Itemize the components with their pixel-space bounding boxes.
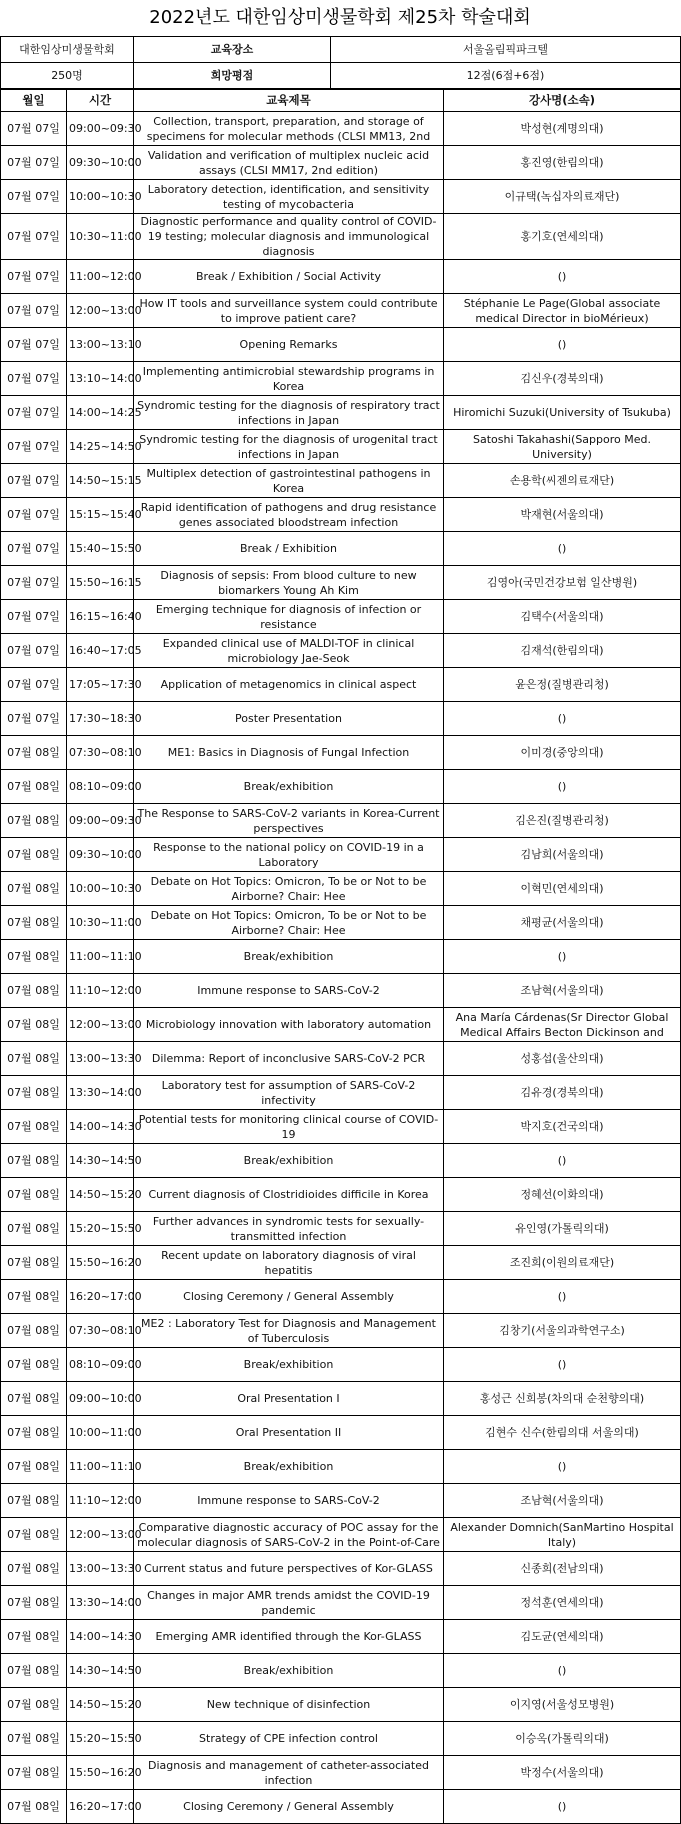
session-date: 07월 08일 <box>1 1382 67 1416</box>
session-speaker: Stéphanie Le Page(Global associate medical Director in bioMérieux) <box>444 294 681 328</box>
session-date: 07월 08일 <box>1 1790 67 1824</box>
session-date: 07월 07일 <box>1 634 67 668</box>
table-row <box>1 1008 681 1042</box>
attendee-count: 250명 <box>1 63 134 89</box>
session-time: 11:00~12:00 <box>67 260 134 294</box>
session-time: 15:20~15:50 <box>67 1722 134 1756</box>
session-time: 12:00~13:00 <box>67 294 134 328</box>
session-time: 13:10~14:00 <box>67 362 134 396</box>
table-row <box>1 1450 681 1484</box>
session-speaker: Ana María Cárdenas(Sr Director Global Medical Affairs Becton Dickinson and <box>444 1008 681 1042</box>
table-row <box>1 1178 681 1212</box>
table-row <box>1 112 681 146</box>
session-speaker: 손용학(씨젠의료재단) <box>444 464 681 498</box>
session-date: 07월 08일 <box>1 1280 67 1314</box>
table-row <box>1 1348 681 1382</box>
session-time: 14:50~15:20 <box>67 1178 134 1212</box>
session-title: Oral Presentation II <box>134 1416 444 1450</box>
table-row <box>1 396 681 430</box>
session-speaker: 정석훈(연세의대) <box>444 1586 681 1620</box>
session-time: 15:50~16:15 <box>67 566 134 600</box>
session-speaker: 채평균(서울의대) <box>444 906 681 940</box>
table-row <box>1 566 681 600</box>
session-speaker: 김영아(국민건강보험 일산병원) <box>444 566 681 600</box>
session-date: 07월 08일 <box>1 1586 67 1620</box>
session-date: 07월 07일 <box>1 566 67 600</box>
session-time: 16:20~17:00 <box>67 1790 134 1824</box>
session-time: 10:00~10:30 <box>67 872 134 906</box>
session-date: 07월 08일 <box>1 1756 67 1790</box>
session-title: Potential tests for monitoring clinical course of COVID-19 <box>134 1110 444 1144</box>
session-title: Diagnostic performance and quality control of COVID-19 testing; molecular diagnosis and immunological diagnosis <box>134 214 444 260</box>
table-row <box>1 180 681 214</box>
session-date: 07월 08일 <box>1 1416 67 1450</box>
table-row <box>1 804 681 838</box>
session-time: 11:00~11:10 <box>67 1450 134 1484</box>
session-date: 07월 07일 <box>1 112 67 146</box>
session-title: Syndromic testing for the diagnosis of respiratory tract infections in Japan <box>134 396 444 430</box>
session-speaker: 정혜선(이화의대) <box>444 1178 681 1212</box>
session-speaker: Hiromichi Suzuki(University of Tsukuba) <box>444 396 681 430</box>
table-row <box>1 1688 681 1722</box>
table-row <box>1 1484 681 1518</box>
session-title: ME2 : Laboratory Test for Diagnosis and Management of Tuberculosis <box>134 1314 444 1348</box>
session-speaker: 이규택(녹십자의료재단) <box>444 180 681 214</box>
table-row <box>1 906 681 940</box>
session-speaker: 김신우(경북의대) <box>444 362 681 396</box>
session-date: 07월 08일 <box>1 804 67 838</box>
session-speaker: 유인영(가톨릭의대) <box>444 1212 681 1246</box>
session-date: 07월 08일 <box>1 1008 67 1042</box>
session-title: Further advances in syndromic tests for sexually-transmitted infection <box>134 1212 444 1246</box>
session-date: 07월 08일 <box>1 1484 67 1518</box>
table-row <box>1 736 681 770</box>
session-time: 10:00~11:00 <box>67 1416 134 1450</box>
session-date: 07월 08일 <box>1 1620 67 1654</box>
table-row <box>1 146 681 180</box>
session-title: Emerging technique for diagnosis of infection or resistance <box>134 600 444 634</box>
score-label: 희망평점 <box>134 63 331 89</box>
session-date: 07월 08일 <box>1 1450 67 1484</box>
session-time: 10:30~11:00 <box>67 214 134 260</box>
session-date: 07월 08일 <box>1 1722 67 1756</box>
session-title: Response to the national policy on COVID-19 in a Laboratory <box>134 838 444 872</box>
session-date: 07월 07일 <box>1 430 67 464</box>
session-title: Application of metagenomics in clinical aspect <box>134 668 444 702</box>
session-speaker: 박재현(서울의대) <box>444 498 681 532</box>
session-title: Validation and verification of multiplex nucleic acid assays (CLSI MM17, 2nd edition) <box>134 146 444 180</box>
session-title: Oral Presentation I <box>134 1382 444 1416</box>
session-date: 07월 08일 <box>1 1110 67 1144</box>
table-row <box>1 1212 681 1246</box>
session-date: 07월 07일 <box>1 464 67 498</box>
session-time: 07:30~08:10 <box>67 736 134 770</box>
session-time: 15:50~16:20 <box>67 1756 134 1790</box>
session-date: 07월 08일 <box>1 1688 67 1722</box>
table-row <box>1 464 681 498</box>
session-date: 07월 07일 <box>1 180 67 214</box>
session-time: 10:30~11:00 <box>67 906 134 940</box>
session-title: Break / Exhibition / Social Activity <box>134 260 444 294</box>
session-time: 14:00~14:30 <box>67 1110 134 1144</box>
session-time: 15:15~15:40 <box>67 498 134 532</box>
session-speaker: Satoshi Takahashi(Sapporo Med. University) <box>444 430 681 464</box>
venue-value: 서울올림픽파크텔 <box>331 37 681 63</box>
session-speaker: 성홍섭(울산의대) <box>444 1042 681 1076</box>
session-time: 08:10~09:00 <box>67 770 134 804</box>
session-title: Debate on Hot Topics: Omicron, To be or Not to be Airborne? Chair: Hee <box>134 872 444 906</box>
session-speaker: 김유경(경북의대) <box>444 1076 681 1110</box>
session-title: Comparative diagnostic accuracy of POC assay for the molecular diagnosis of SARS-CoV-2 in the Point-of-Care <box>134 1518 444 1552</box>
session-title: Diagnosis of sepsis: From blood culture to new biomarkers Young Ah Kim <box>134 566 444 600</box>
session-title: The Response to SARS-CoV-2 variants in Korea-Current perspectives <box>134 804 444 838</box>
table-row <box>1 1586 681 1620</box>
session-speaker: () <box>444 770 681 804</box>
table-row <box>1 1382 681 1416</box>
session-time: 07:30~08:10 <box>67 1314 134 1348</box>
session-title: Microbiology innovation with laboratory automation <box>134 1008 444 1042</box>
org-name: 대한임상미생물학회 <box>1 37 134 63</box>
session-time: 09:30~10:00 <box>67 838 134 872</box>
session-date: 07월 08일 <box>1 1042 67 1076</box>
session-speaker: 신종희(전남의대) <box>444 1552 681 1586</box>
session-title: Collection, transport, preparation, and storage of specimens for molecular methods (CLSI MM13, 2nd <box>134 112 444 146</box>
session-title: Debate on Hot Topics: Omicron, To be or Not to be Airborne? Chair: Hee <box>134 906 444 940</box>
table-row <box>1 294 681 328</box>
session-title: Emerging AMR identified through the Kor-GLASS <box>134 1620 444 1654</box>
session-speaker: 홍기호(연세의대) <box>444 214 681 260</box>
session-date: 07월 08일 <box>1 1178 67 1212</box>
session-title: Break/exhibition <box>134 1654 444 1688</box>
session-title: How IT tools and surveillance system could contribute to improve patient care? <box>134 294 444 328</box>
session-title: Opening Remarks <box>134 328 444 362</box>
session-speaker: 홍성근 신희봉(차의대 순천향의대) <box>444 1382 681 1416</box>
session-speaker: 김도균(연세의대) <box>444 1620 681 1654</box>
session-time: 16:15~16:40 <box>67 600 134 634</box>
session-date: 07월 07일 <box>1 498 67 532</box>
session-speaker: 조남혁(서울의대) <box>444 974 681 1008</box>
session-speaker: 박성현(계명의대) <box>444 112 681 146</box>
header-date: 월일 <box>1 90 67 112</box>
session-speaker: 이미경(중앙의대) <box>444 736 681 770</box>
venue-label: 교육장소 <box>134 37 331 63</box>
session-time: 16:40~17:05 <box>67 634 134 668</box>
table-row <box>1 1552 681 1586</box>
schedule-header-row <box>1 90 681 112</box>
session-title: Recent update on laboratory diagnosis of viral hepatitis <box>134 1246 444 1280</box>
session-speaker: 김은진(질병관리청) <box>444 804 681 838</box>
session-speaker: 이지영(서울성모병원) <box>444 1688 681 1722</box>
session-speaker: () <box>444 702 681 736</box>
session-time: 09:00~09:30 <box>67 804 134 838</box>
page-title: 2022년도 대한임상미생물학회 제25차 학술대회 <box>149 7 531 28</box>
session-speaker: () <box>444 1280 681 1314</box>
table-row <box>1 1314 681 1348</box>
session-time: 14:25~14:50 <box>67 430 134 464</box>
table-row <box>1 940 681 974</box>
session-time: 14:50~15:20 <box>67 1688 134 1722</box>
session-title: Poster Presentation <box>134 702 444 736</box>
table-row <box>1 634 681 668</box>
session-date: 07월 08일 <box>1 1144 67 1178</box>
session-time: 15:50~16:20 <box>67 1246 134 1280</box>
session-title: Current diagnosis of Clostridioides difficile in Korea <box>134 1178 444 1212</box>
session-speaker: 박지호(건국의대) <box>444 1110 681 1144</box>
session-time: 13:00~13:10 <box>67 328 134 362</box>
session-speaker: 박정수(서울의대) <box>444 1756 681 1790</box>
session-title: Syndromic testing for the diagnosis of urogenital tract infections in Japan <box>134 430 444 464</box>
session-speaker: 김택수(서울의대) <box>444 600 681 634</box>
session-date: 07월 07일 <box>1 600 67 634</box>
session-speaker: () <box>444 260 681 294</box>
session-time: 13:30~14:00 <box>67 1586 134 1620</box>
session-title: Break/exhibition <box>134 770 444 804</box>
session-speaker: 홍진영(한림의대) <box>444 146 681 180</box>
schedule-body <box>1 112 681 1824</box>
session-title: Break/exhibition <box>134 1348 444 1382</box>
session-date: 07월 08일 <box>1 1518 67 1552</box>
session-title: Laboratory detection, identification, and sensitivity testing of mycobacteria <box>134 180 444 214</box>
session-speaker: () <box>444 532 681 566</box>
session-time: 14:50~15:15 <box>67 464 134 498</box>
table-row <box>1 1756 681 1790</box>
table-row <box>1 1722 681 1756</box>
session-speaker: () <box>444 1450 681 1484</box>
session-date: 07월 07일 <box>1 260 67 294</box>
session-title: Diagnosis and management of catheter-associated infection <box>134 1756 444 1790</box>
session-time: 14:00~14:30 <box>67 1620 134 1654</box>
session-date: 07월 08일 <box>1 872 67 906</box>
session-title: New technique of disinfection <box>134 1688 444 1722</box>
session-time: 14:30~14:50 <box>67 1654 134 1688</box>
table-row <box>1 838 681 872</box>
session-title: Closing Ceremony / General Assembly <box>134 1280 444 1314</box>
session-speaker: () <box>444 1790 681 1824</box>
session-title: Laboratory test for assumption of SARS-CoV-2 infectivity <box>134 1076 444 1110</box>
session-title: Closing Ceremony / General Assembly <box>134 1790 444 1824</box>
session-date: 07월 08일 <box>1 1348 67 1382</box>
table-row <box>1 1246 681 1280</box>
session-date: 07월 08일 <box>1 770 67 804</box>
session-date: 07월 07일 <box>1 294 67 328</box>
session-date: 07월 07일 <box>1 396 67 430</box>
session-time: 14:30~14:50 <box>67 1144 134 1178</box>
session-time: 09:00~10:00 <box>67 1382 134 1416</box>
session-date: 07월 07일 <box>1 328 67 362</box>
header-title: 교육제목 <box>134 90 444 112</box>
session-speaker: 조남혁(서울의대) <box>444 1484 681 1518</box>
session-time: 12:00~13:00 <box>67 1518 134 1552</box>
session-speaker: () <box>444 1654 681 1688</box>
session-title: Rapid identification of pathogens and drug resistance genes associated bloodstream infection <box>134 498 444 532</box>
session-speaker: 김현수 신수(한림의대 서울의대) <box>444 1416 681 1450</box>
session-speaker: 윤은정(질병관리청) <box>444 668 681 702</box>
session-title: Break / Exhibition <box>134 532 444 566</box>
session-time: 17:05~17:30 <box>67 668 134 702</box>
schedule-table <box>0 89 681 1824</box>
session-time: 08:10~09:00 <box>67 1348 134 1382</box>
session-time: 11:10~12:00 <box>67 1484 134 1518</box>
table-row <box>1 1654 681 1688</box>
session-time: 10:00~10:30 <box>67 180 134 214</box>
session-time: 16:20~17:00 <box>67 1280 134 1314</box>
session-speaker: 김창기(서울의과학연구소) <box>444 1314 681 1348</box>
session-date: 07월 08일 <box>1 1654 67 1688</box>
session-date: 07월 08일 <box>1 1314 67 1348</box>
table-row <box>1 362 681 396</box>
session-title: Multiplex detection of gastrointestinal pathogens in Korea <box>134 464 444 498</box>
table-row <box>1 1042 681 1076</box>
session-time: 13:00~13:30 <box>67 1552 134 1586</box>
table-row <box>1 1110 681 1144</box>
session-title: Dilemma: Report of inconclusive SARS-CoV-2 PCR <box>134 1042 444 1076</box>
session-date: 07월 08일 <box>1 838 67 872</box>
session-time: 14:00~14:25 <box>67 396 134 430</box>
session-date: 07월 08일 <box>1 906 67 940</box>
table-row <box>1 600 681 634</box>
session-title: Break/exhibition <box>134 1450 444 1484</box>
session-title: Current status and future perspectives of Kor-GLASS <box>134 1552 444 1586</box>
table-row <box>1 498 681 532</box>
session-time: 15:40~15:50 <box>67 532 134 566</box>
session-time: 09:00~09:30 <box>67 112 134 146</box>
session-date: 07월 07일 <box>1 146 67 180</box>
session-title: Break/exhibition <box>134 940 444 974</box>
info-row-venue <box>1 37 681 63</box>
session-speaker: 이승옥(가톨릭의대) <box>444 1722 681 1756</box>
table-row <box>1 1518 681 1552</box>
session-date: 07월 07일 <box>1 668 67 702</box>
table-row <box>1 702 681 736</box>
table-row <box>1 260 681 294</box>
session-speaker: 이혁민(연세의대) <box>444 872 681 906</box>
session-time: 12:00~13:00 <box>67 1008 134 1042</box>
session-date: 07월 08일 <box>1 1246 67 1280</box>
session-date: 07월 07일 <box>1 214 67 260</box>
session-time: 13:00~13:30 <box>67 1042 134 1076</box>
session-time: 13:30~14:00 <box>67 1076 134 1110</box>
score-value: 12점(6점+6점) <box>331 63 681 89</box>
session-title: Immune response to SARS-CoV-2 <box>134 974 444 1008</box>
table-row <box>1 1144 681 1178</box>
session-time: 17:30~18:30 <box>67 702 134 736</box>
session-date: 07월 07일 <box>1 702 67 736</box>
table-row <box>1 974 681 1008</box>
table-row <box>1 1280 681 1314</box>
table-row <box>1 430 681 464</box>
session-speaker: () <box>444 1348 681 1382</box>
session-date: 07월 08일 <box>1 736 67 770</box>
header-time: 시간 <box>67 90 134 112</box>
session-date: 07월 08일 <box>1 940 67 974</box>
session-title: Break/exhibition <box>134 1144 444 1178</box>
session-speaker: 김재석(한림의대) <box>444 634 681 668</box>
table-row <box>1 1620 681 1654</box>
session-speaker: Alexander Domnich(SanMartino Hospital Italy) <box>444 1518 681 1552</box>
session-speaker: () <box>444 328 681 362</box>
table-row <box>1 532 681 566</box>
session-title: Expanded clinical use of MALDI-TOF in clinical microbiology Jae-Seok <box>134 634 444 668</box>
session-date: 07월 08일 <box>1 1552 67 1586</box>
session-date: 07월 08일 <box>1 1212 67 1246</box>
session-speaker: () <box>444 940 681 974</box>
session-title: Strategy of CPE infection control <box>134 1722 444 1756</box>
table-row <box>1 668 681 702</box>
session-time: 09:30~10:00 <box>67 146 134 180</box>
table-row <box>1 214 681 260</box>
info-table <box>0 36 681 89</box>
table-row <box>1 1790 681 1824</box>
session-title: Implementing antimicrobial stewardship programs in Korea <box>134 362 444 396</box>
info-row-score <box>1 63 681 89</box>
session-title: Changes in major AMR trends amidst the COVID-19 pandemic <box>134 1586 444 1620</box>
session-title: ME1: Basics in Diagnosis of Fungal Infection <box>134 736 444 770</box>
table-row <box>1 328 681 362</box>
session-speaker: 김남희(서울의대) <box>444 838 681 872</box>
table-row <box>1 1076 681 1110</box>
header-speaker: 강사명(소속) <box>444 90 681 112</box>
table-row <box>1 770 681 804</box>
table-row <box>1 1416 681 1450</box>
session-time: 11:00~11:10 <box>67 940 134 974</box>
session-date: 07월 07일 <box>1 362 67 396</box>
session-time: 11:10~12:00 <box>67 974 134 1008</box>
session-time: 15:20~15:50 <box>67 1212 134 1246</box>
session-date: 07월 07일 <box>1 532 67 566</box>
session-speaker: 조진희(이원의료재단) <box>444 1246 681 1280</box>
table-row <box>1 872 681 906</box>
session-date: 07월 08일 <box>1 974 67 1008</box>
session-title: Immune response to SARS-CoV-2 <box>134 1484 444 1518</box>
session-speaker: () <box>444 1144 681 1178</box>
session-date: 07월 08일 <box>1 1076 67 1110</box>
